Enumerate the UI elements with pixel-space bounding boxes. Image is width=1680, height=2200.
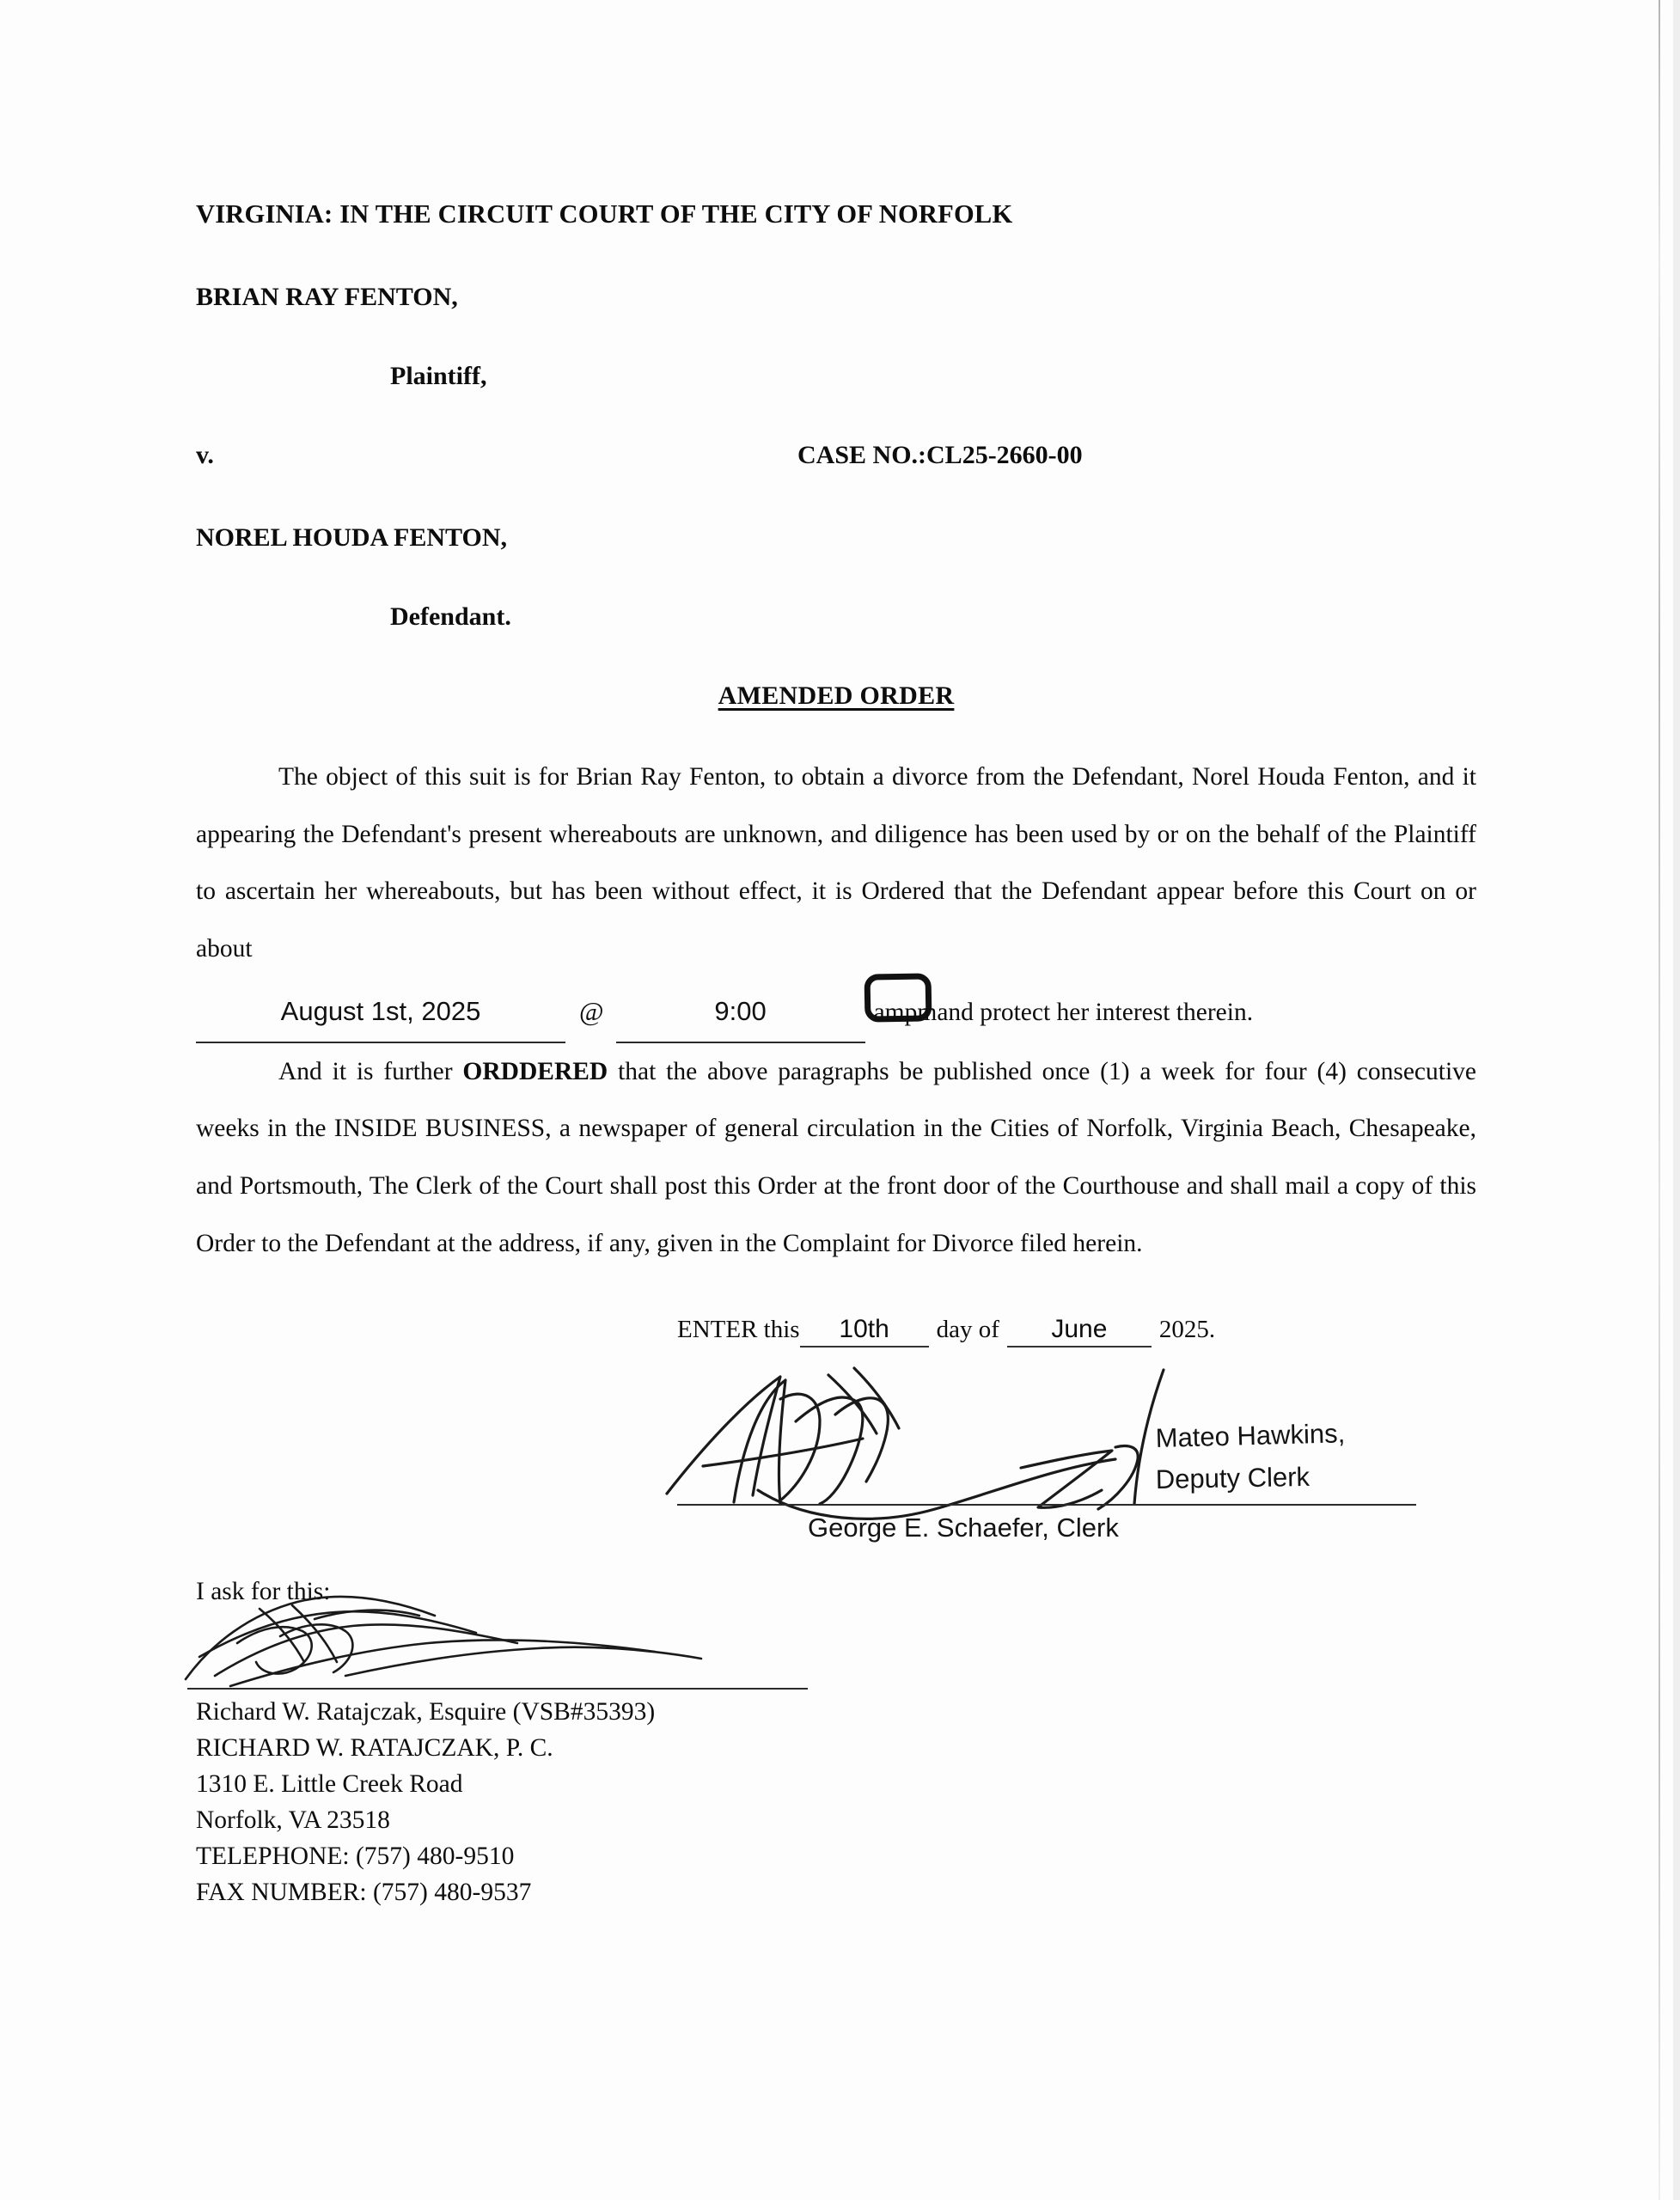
i-ask-for-this-label: I ask for this:	[196, 1578, 331, 1606]
paragraph-object-of-suit: The object of this suit is for Brian Ray Fenton, to obtain a divorce from the Defendant, Norel Houda Fenton, and it appearing the Defendant's present whereabouts are unknown, and diligence has been used by or on the behalf of the Plaintiff to ascertain her whereabouts, but has been without effect, it is Ordered that the Defendant appear before this Court on or about	[196, 763, 1476, 962]
enter-date-block	[196, 1315, 1476, 1368]
defendant-role-label: Defendant.	[390, 602, 511, 631]
appearance-date-value[interactable]: August 1st, 2025	[196, 981, 565, 1043]
attorney-fax-line: FAX NUMBER: (757) 480-9537	[196, 1878, 532, 1906]
attorney-street-line: 1310 E. Little Creek Road	[196, 1770, 463, 1799]
plaintiff-role-label: Plaintiff,	[390, 362, 487, 390]
attorney-telephone-line: TELEPHONE: (757) 480-9510	[196, 1842, 515, 1870]
paragraph-publication-order	[196, 1043, 1476, 1273]
appearance-time-value[interactable]: 9:00	[616, 981, 865, 1043]
document-title: AMENDED ORDER	[718, 681, 955, 710]
enter-prefix-label: ENTER this	[677, 1316, 800, 1344]
scan-edge-shadow	[1673, 0, 1680, 2200]
attorney-signature-rule	[187, 1688, 808, 1690]
at-symbol: @	[579, 995, 604, 1026]
attorney-firm-line: RICHARD W. RATAJCZAK, P. C.	[196, 1734, 553, 1763]
clerk-printed-name: George E. Schaefer, Clerk	[808, 1512, 1119, 1543]
attorney-city-line: Norfolk, VA 23518	[196, 1806, 390, 1834]
enter-date-line	[677, 1315, 1223, 1348]
attorney-name-line: Richard W. Ratajczak, Esquire (VSB#35393)	[196, 1698, 656, 1726]
enter-day-value[interactable]: 10th	[800, 1315, 929, 1348]
appearance-datetime-row	[196, 981, 1476, 1043]
ordered-lead-text: And it is further	[278, 1057, 463, 1085]
deputy-clerk-handwriting	[1154, 1415, 1438, 1516]
clerk-signature-area	[196, 1370, 1476, 1568]
attorney-info-lines	[196, 1695, 655, 1910]
versus-label: v.	[196, 441, 214, 469]
plaintiff-name: BRIAN RAY FENTON,	[196, 283, 458, 311]
appearance-trailing-text: and protect her interest therein.	[937, 998, 1254, 1026]
enter-month-value[interactable]: June	[1007, 1315, 1152, 1348]
day-of-label: day of	[936, 1316, 999, 1344]
ordered-keyword: ORDDERED	[462, 1057, 608, 1085]
attorney-signature-icon	[177, 1593, 813, 1696]
defendant-name: NOREL HOUDA FENTON,	[196, 523, 508, 552]
pm-label[interactable]: pm	[904, 998, 938, 1026]
deputy-hand-line-2: Deputy Clerk	[1155, 1462, 1310, 1495]
ordered-rest-text: that the above paragraphs be published once (1) a week for four (4) consecutive weeks in the INSIDE BUSINESS, a newspaper of general circulation in the Cities of Norfolk, Virginia Beach, Chesapeake, and Portsmouth, The Clerk of the Court shall post this Order at the front door of the Courthouse and shall mail a copy of this Order to the Defendant at the address, if any, given in the Complaint for Divorce filed herein.	[196, 1057, 1476, 1257]
case-number: CASE NO.:CL25-2660-00	[797, 441, 1083, 469]
court-heading: VIRGINIA: IN THE CIRCUIT COURT OF THE CITY OF NORFOLK	[196, 199, 1013, 229]
deputy-hand-line-1: Mateo Hawkins,	[1155, 1418, 1346, 1454]
versus-row	[196, 441, 1476, 474]
am-label[interactable]: am	[873, 998, 905, 1026]
scan-artifact-line	[1659, 0, 1660, 2200]
enter-year-label: 2025.	[1158, 1316, 1216, 1344]
document-content	[196, 199, 1476, 1906]
ampm-selection[interactable]	[874, 984, 905, 1042]
